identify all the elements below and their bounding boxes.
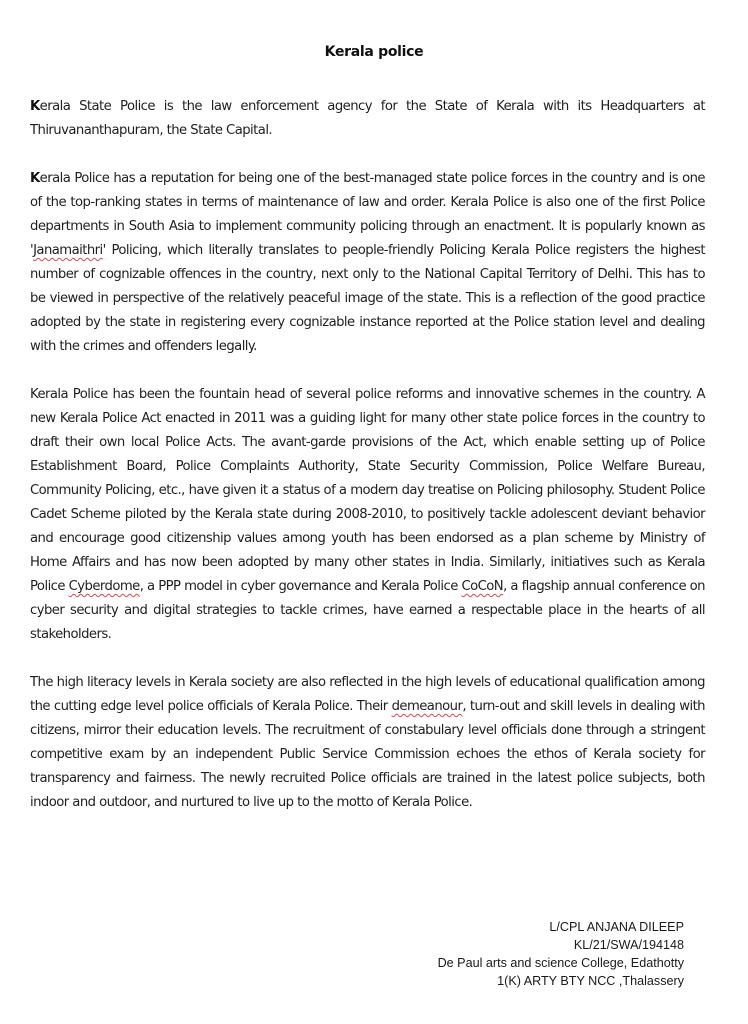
document-title: Kerala police <box>324 44 424 60</box>
signature-college: De Paul arts and science College, Edathotty <box>437 956 684 970</box>
signature-name: L/CPL ANJANA DILEEP <box>549 920 684 934</box>
signature-unit: 1(K) ARTY BTY NCC ,Thalassery <box>497 974 684 988</box>
document-body <box>30 95 705 839</box>
paragraph-text: ' Policing, which literally translates to people-friendly Policing Kerala Police registers the highest number of cognizable offences in the country, next only to the National Capital Territory of Delhi. This has to be viewed in perspective of the relatively peaceful image of the state. This is a reflection of the good practice adopted by the state in registering every cognizable instance reported at the Police station level and dealing with the crimes and offenders legally. <box>30 243 705 354</box>
spellcheck-flagged-word[interactable]: Cyberdome <box>68 579 140 594</box>
paragraph-text: The high literacy levels in Kerala society are also reflected in the high levels of educational qualification among the cutting edge level police officials of Kerala Police. Their <box>30 675 705 714</box>
paragraph-4 <box>30 671 705 815</box>
spellcheck-flagged-word[interactable]: Janamaithri <box>33 243 103 258</box>
paragraph-lead-letter: K <box>30 171 40 186</box>
signature-id: KL/21/SWA/194148 <box>573 938 684 952</box>
spellcheck-flagged-word[interactable]: CoCoN <box>461 579 504 594</box>
paragraph-1 <box>30 95 705 143</box>
paragraph-lead-letter: K <box>30 99 40 114</box>
paragraph-2 <box>30 167 705 359</box>
paragraph-text: Kerala Police has been the fountain head of several police reforms and innovative schemes in the country. A new Kerala Police Act enacted in 2011 was a guiding light for many other state police forces in the country to draft their own local Police Acts. The avant-garde provisions of the Act, which enable setting up of Police Establishment Board, Police Complaints Authority, State Security Commission, Police Welfare Bureau, Community Policing, etc., have given it a status of a modern day treatise on Policing philosophy. Student Police Cadet Scheme piloted by the Kerala state during 2008-2010, to positively tackle adolescent deviant behavior and encourage good citizenship values among youth has been endorsed as a plan scheme by Ministry of Home Affairs and has now been adopted by many other states in India. Similarly, initiatives such as Kerala Police <box>30 387 705 594</box>
paragraph-text: , turn-out and skill levels in dealing with citizens, mirror their education levels. The recruitment of constabulary level officials done through a stringent competitive exam by an independent Public Service Commission echoes the ethos of Kerala society for transparency and fairness. The newly recruited Police officials are trained in the latest police subjects, both indoor and outdoor, and nurtured to live up to the motto of Kerala Police. <box>30 699 705 810</box>
paragraph-text: , a PPP model in cyber governance and Kerala Police <box>139 579 462 594</box>
spellcheck-flagged-word[interactable]: demeanour <box>391 699 463 714</box>
paragraph-text: , a flagship annual conference on cyber security and digital strategies to tackle crimes, have earned a respectable place in the hearts of all stakeholders. <box>30 579 705 642</box>
paragraph-text: erala Police has a reputation for being one of the best-managed state police forces in the country and is one of the top-ranking states in terms of maintenance of law and order. Kerala Police is also one of the first Police departments in South Asia to implement community policing through an enactment. It is popularly known as ' <box>30 171 705 258</box>
paragraph-text: erala State Police is the law enforcement agency for the State of Kerala with its Headquarters at Thiruvananthapuram, the State Capital. <box>30 99 705 138</box>
paragraph-3 <box>30 383 705 647</box>
signature-block <box>438 918 684 990</box>
